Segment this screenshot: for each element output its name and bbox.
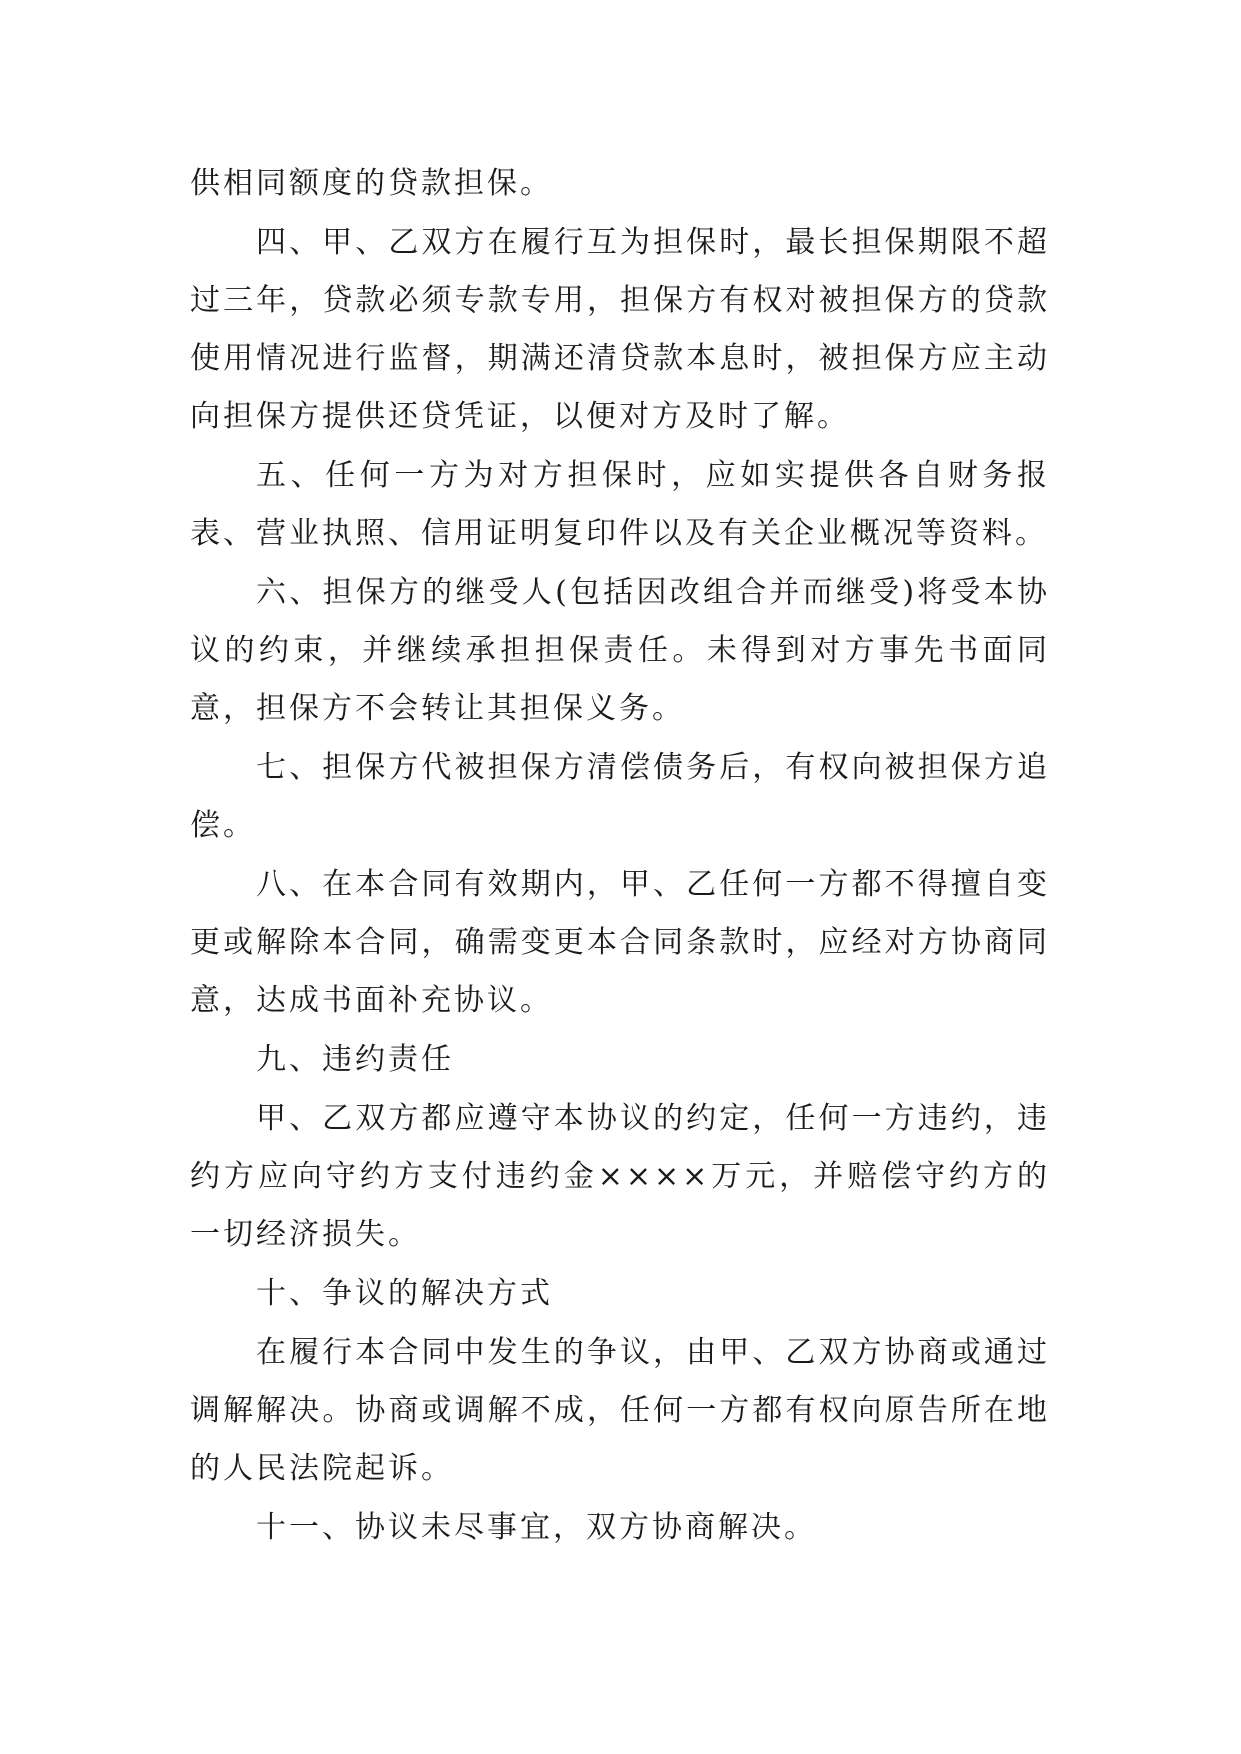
heading-clause-10: 十、争议的解决方式 [256, 1276, 553, 1311]
paragraph-continuation: 供相同额度的贷款担保。 [190, 166, 553, 201]
paragraph-clause-5: 五、任何一方为对方担保时，应如实提供各自财务报表、营业执照、信用证明复印件以及有关企业概况等资料。 [190, 458, 1050, 551]
paragraph-breach-liability: 甲、乙双方都应遵守本协议的约定，任何一方违约，违约方应向守约方支付违约金××××万元，并赔偿守约方的一切经济损失。 [190, 1101, 1050, 1252]
paragraph-clause-6: 六、担保方的继受人(包括因改组合并而继受)将受本协议的约束，并继续承担担保责任。未得到对方事先书面同意，担保方不会转让其担保义务。 [190, 575, 1050, 726]
document-body [190, 155, 1050, 1558]
paragraph-clause-4: 四、甲、乙双方在履行互为担保时，最长担保期限不超过三年，贷款必须专款专用，担保方有权对被担保方的贷款使用情况进行监督，期满还清贷款本息时，被担保方应主动向担保方提供还贷凭证，以便对方及时了解。 [190, 225, 1050, 434]
paragraph-dispute-resolution: 在履行本合同中发生的争议，由甲、乙双方协商或通过调解解决。协商或调解不成，任何一方都有权向原告所在地的人民法院起诉。 [190, 1335, 1050, 1486]
paragraph-clause-8: 八、在本合同有效期内，甲、乙任何一方都不得擅自变更或解除本合同，确需变更本合同条款时，应经对方协商同意，达成书面补充协议。 [190, 867, 1050, 1018]
paragraph-clause-11: 十一、协议未尽事宜，双方协商解决。 [256, 1510, 817, 1545]
heading-clause-9: 九、违约责任 [256, 1042, 454, 1077]
paragraph-clause-7: 七、担保方代被担保方清偿债务后，有权向被担保方追偿。 [190, 750, 1050, 843]
